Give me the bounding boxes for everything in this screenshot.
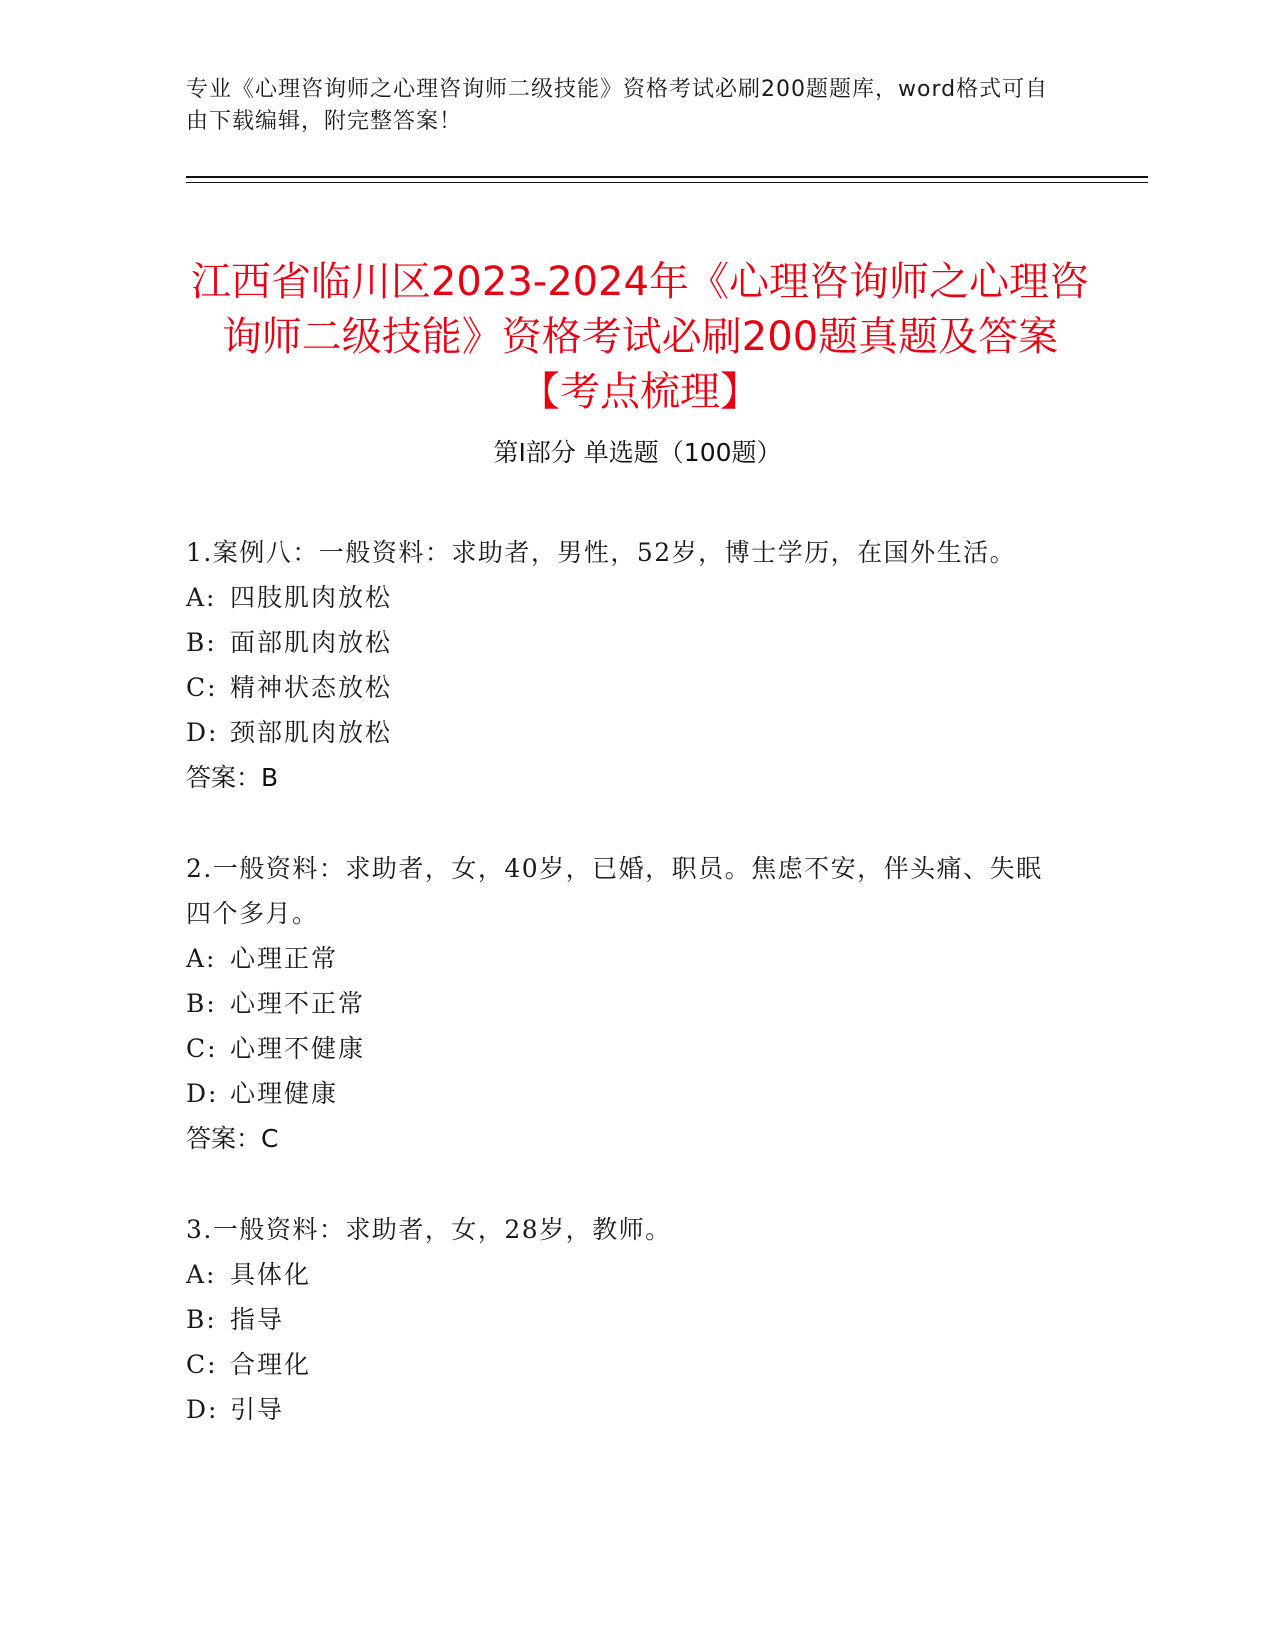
answer-line: 答案：C bbox=[186, 1124, 279, 1153]
answer-line: 答案：B bbox=[186, 763, 279, 792]
option-text: 面部肌肉放松 bbox=[230, 628, 393, 657]
option-d bbox=[186, 1387, 1066, 1432]
option-a bbox=[186, 936, 1066, 981]
option-text: 心理不健康 bbox=[230, 1034, 366, 1063]
option-key: C: bbox=[186, 673, 218, 702]
option-b bbox=[186, 1297, 1066, 1342]
option-key: A: bbox=[186, 1260, 217, 1289]
question-stem: 1.案例八：一般资料：求助者，男性，52岁，博士学历，在国外生活。 bbox=[186, 538, 1017, 567]
option-key: D: bbox=[186, 1395, 219, 1424]
option-d bbox=[186, 1071, 1066, 1116]
option-key: A: bbox=[186, 583, 217, 612]
option-text: 精神状态放松 bbox=[230, 673, 393, 702]
question-list bbox=[186, 530, 1066, 1478]
option-text: 心理正常 bbox=[230, 944, 339, 973]
option-key: B: bbox=[186, 628, 217, 657]
option-b bbox=[186, 981, 1066, 1026]
option-text: 心理不正常 bbox=[230, 989, 366, 1018]
question-2 bbox=[186, 846, 1066, 1161]
question-3 bbox=[186, 1207, 1066, 1432]
question-stem: 3.一般资料：求助者，女，28岁，教师。 bbox=[186, 1215, 672, 1244]
option-key: A: bbox=[186, 944, 217, 973]
option-key: D: bbox=[186, 718, 219, 747]
option-text: 具体化 bbox=[230, 1260, 312, 1289]
header-note: 专业《心理咨询师之心理咨询师二级技能》资格考试必刷200题题库，word格式可自由下载编辑，附完整答案！ bbox=[186, 77, 1049, 134]
option-text: 指导 bbox=[230, 1305, 285, 1334]
option-key: C: bbox=[186, 1350, 218, 1379]
question-1 bbox=[186, 530, 1066, 800]
option-c bbox=[186, 1342, 1066, 1387]
option-a bbox=[186, 1252, 1066, 1297]
option-key: D: bbox=[186, 1079, 219, 1108]
option-text: 四肢肌肉放松 bbox=[230, 583, 393, 612]
option-b bbox=[186, 620, 1066, 665]
option-d bbox=[186, 710, 1066, 755]
option-c bbox=[186, 665, 1066, 710]
option-key: B: bbox=[186, 989, 217, 1018]
document-title: 江西省临川区2023-2024年《心理咨询师之心理咨询师二级技能》资格考试必刷200题真题及答案【考点梳理】 bbox=[190, 258, 1090, 415]
option-text: 心理健康 bbox=[230, 1079, 339, 1108]
question-stem: 2.一般资料：求助者，女，40岁，已婚，职员。焦虑不安，伴头痛、失眠四个多月。 bbox=[186, 854, 1043, 928]
option-text: 颈部肌肉放松 bbox=[230, 718, 393, 747]
option-c bbox=[186, 1026, 1066, 1071]
section-heading: 第I部分 单选题（100题） bbox=[493, 438, 782, 467]
header-divider-thick bbox=[186, 176, 1148, 178]
option-text: 引导 bbox=[230, 1395, 285, 1424]
option-a bbox=[186, 575, 1066, 620]
option-text: 合理化 bbox=[230, 1350, 312, 1379]
option-key: C: bbox=[186, 1034, 218, 1063]
option-key: B: bbox=[186, 1305, 217, 1334]
header-divider-thin bbox=[186, 182, 1148, 183]
